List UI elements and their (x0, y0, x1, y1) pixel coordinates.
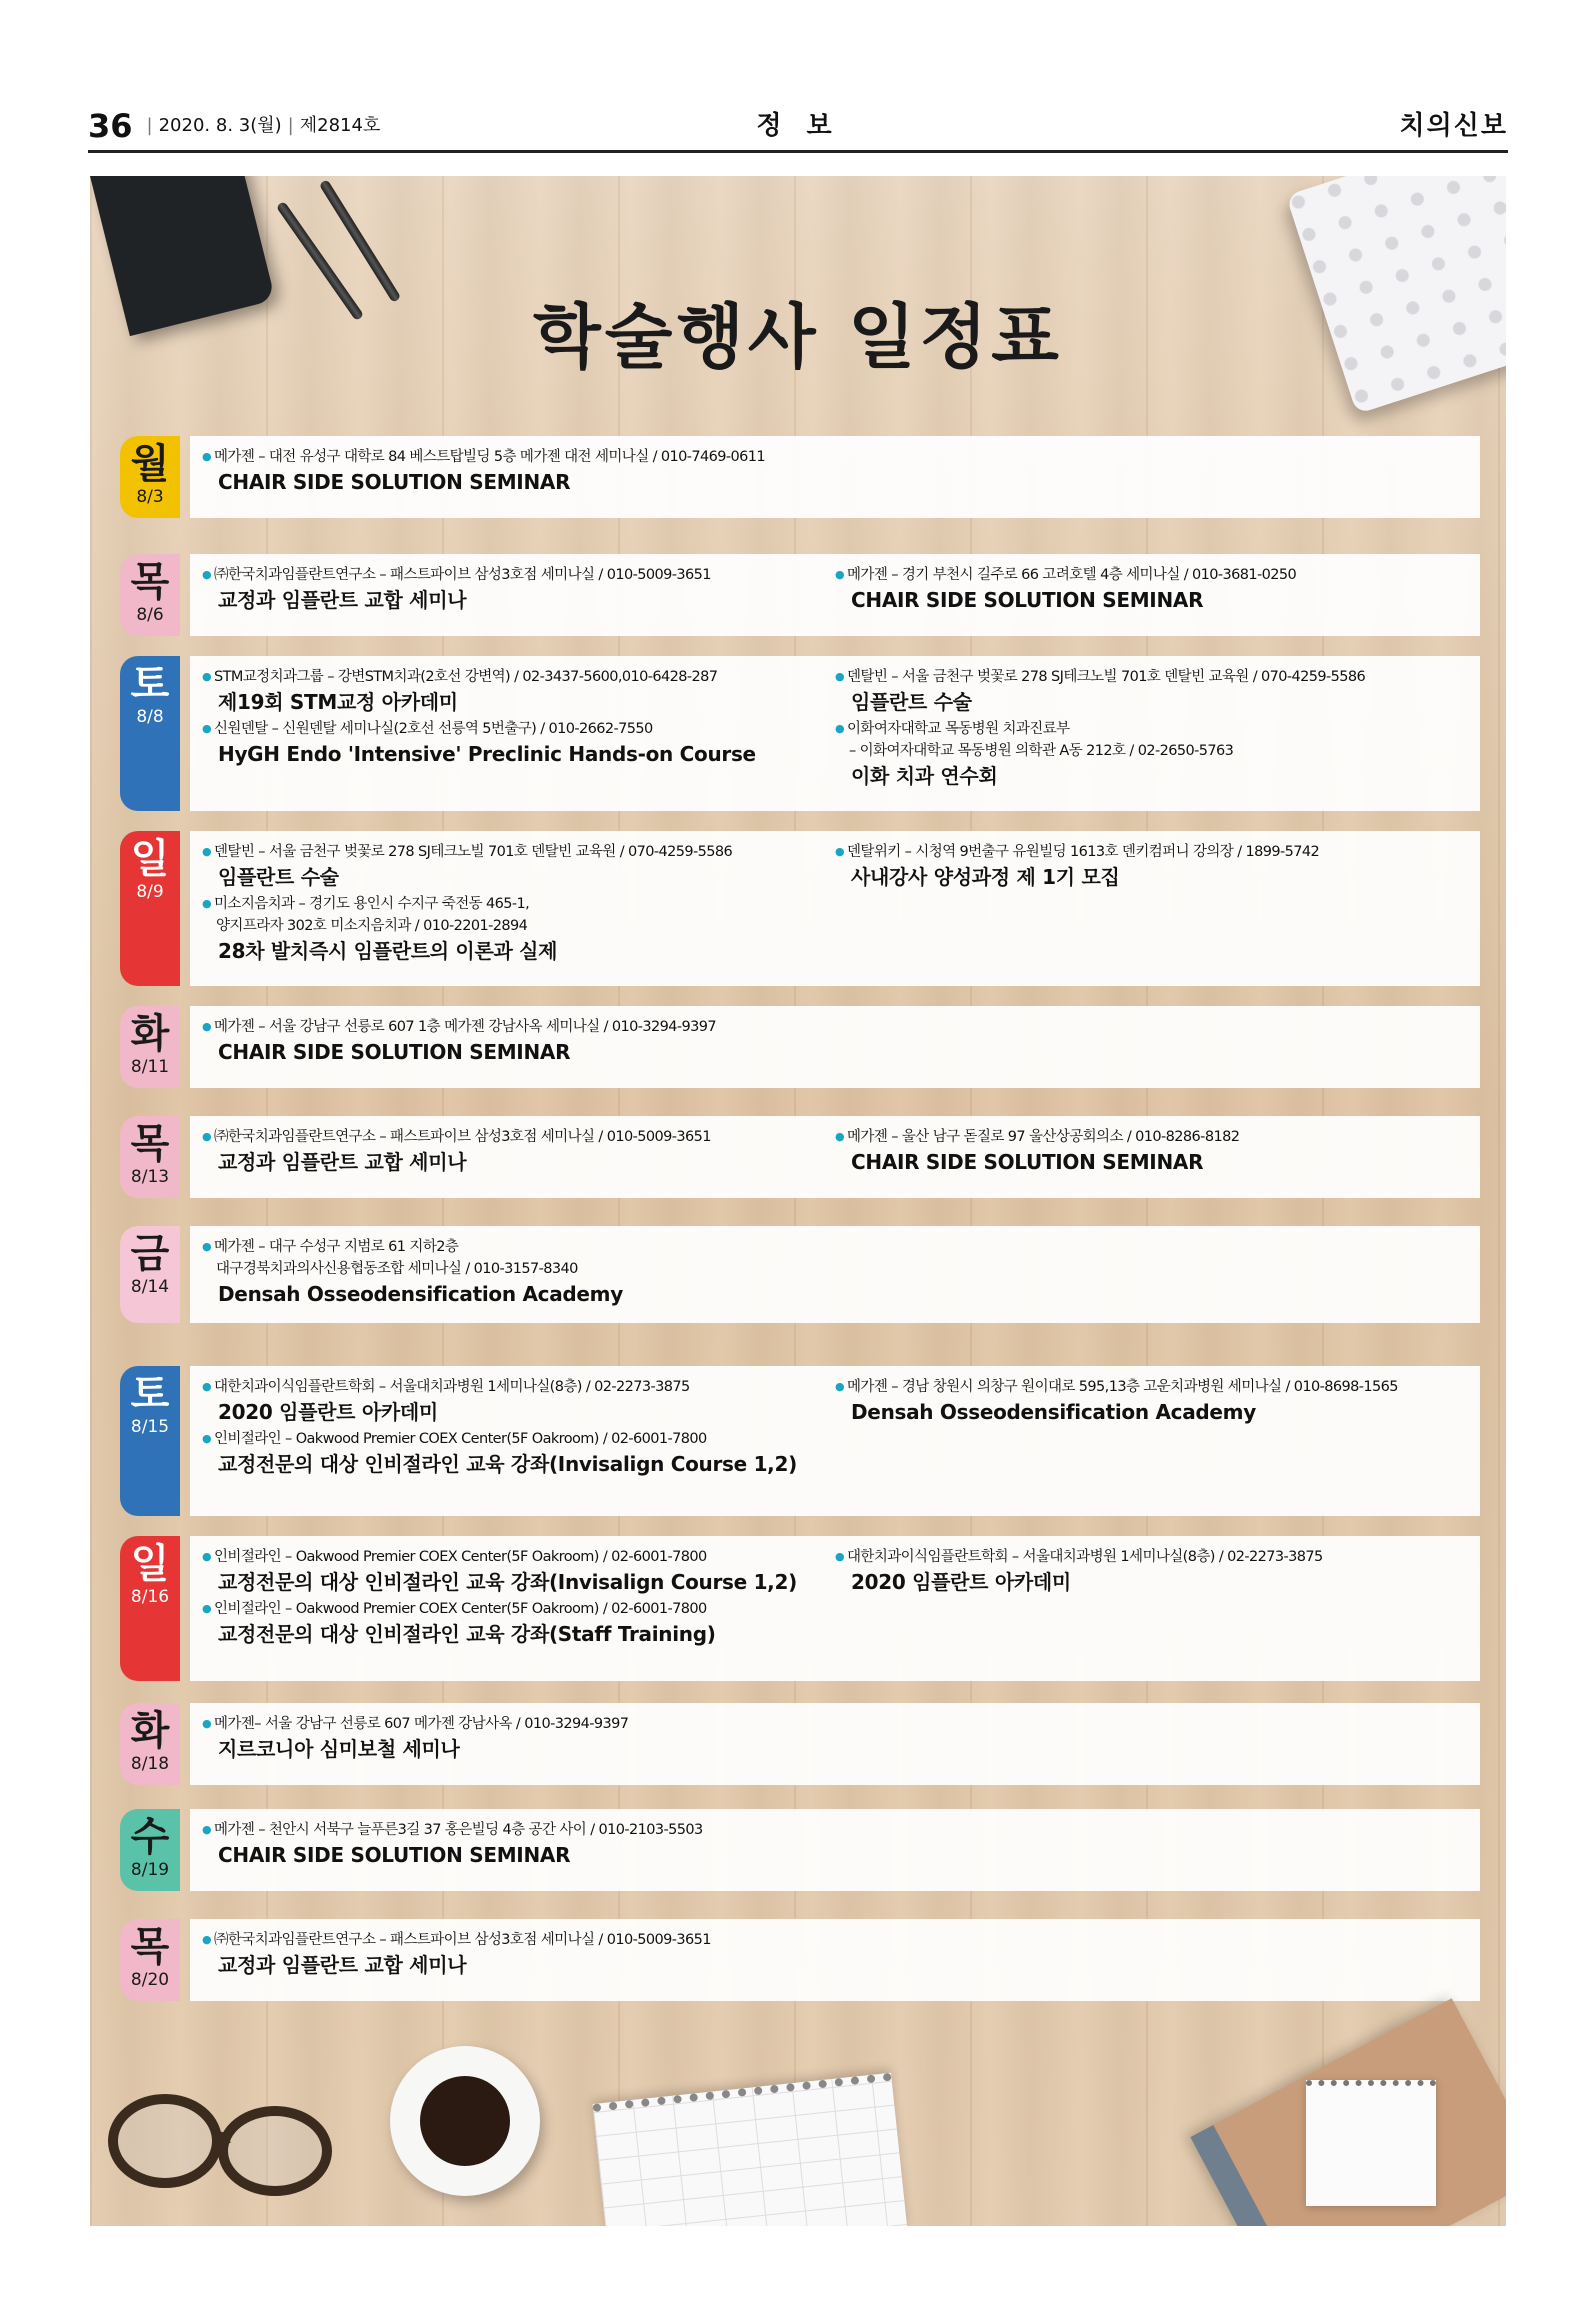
event-title: 지르코니아 심미보철 세미나 (218, 1737, 460, 1761)
day-of-week: 목 (130, 1924, 170, 1970)
event-info: ● 덴탈위키 – 시청역 9번출구 유원빌딩 1613호 덴키컴퍼니 강의장 / 1899-5742 (835, 841, 1455, 863)
day-badge (120, 1366, 180, 1516)
event-info-continued: 대구경북치과의사신용협동조합 세미나실 / 010-3157-8340 (216, 1261, 578, 1277)
event-column-right (835, 1126, 1455, 1178)
event-title: 사내강사 양성과정 제 1기 모집 (851, 865, 1120, 889)
event-info: ● 메가젠 – 울산 남구 돋질로 97 울산상공회의소 / 010-8286-8182 (835, 1126, 1455, 1148)
event-column-left (202, 1929, 822, 1981)
event-entry (835, 841, 1455, 891)
event-column-left (202, 1376, 822, 1480)
event-info: ● 메가젠 – 대전 유성구 대학로 84 베스트탑빌딩 5층 메가젠 대전 세미나실 / 010-7469-0611 (202, 446, 822, 468)
event-date: 8/20 (130, 1970, 170, 1990)
event-title: 교정전문의 대상 인비절라인 교육 강좌(Staff Training) (218, 1622, 716, 1646)
event-title: 28차 발치즉시 임플란트의 이론과 실제 (218, 939, 558, 963)
event-column-right (835, 564, 1455, 616)
day-of-week: 월 (130, 441, 170, 487)
day-of-week: 화 (130, 1011, 170, 1057)
event-date: 8/8 (136, 707, 164, 727)
day-of-week: 토 (130, 1371, 170, 1417)
event-info-continued: 양지프라자 302호 미소지음치과 / 010-2201-2894 (216, 918, 528, 934)
event-info: ● ㈜한국치과임플란트연구소 – 패스트파이브 삼성3호점 세미나실 / 010-5009-3651 (202, 1126, 822, 1148)
calendar-decoration (593, 2073, 908, 2226)
event-title: 교정과 임플란트 교합 세미나 (218, 588, 467, 612)
event-info: ● 미소지음치과 – 경기도 용인시 수지구 죽전동 465-1, (202, 893, 822, 915)
event-entry (835, 666, 1455, 716)
event-title: 교정전문의 대상 인비절라인 교육 강좌(Invisalign Course 1,2) (218, 1452, 797, 1476)
event-info: ● STM교정치과그룹 – 강변STM치과(2호선 강변역) / 02-3437-5600,010-6428-287 (202, 666, 822, 688)
event-info: ● 덴탈빈 – 서울 금천구 벚꽃로 278 SJ테크노빌 701호 덴탈빈 교육원 / 070-4259-5586 (835, 666, 1455, 688)
event-info: ● 메가젠 – 서울 강남구 선릉로 607 1층 메가젠 강남사옥 세미나실 / 010-3294-9397 (202, 1016, 822, 1038)
event-info: ● 메가젠 – 경기 부천시 길주로 66 고려호텔 4층 세미나실 / 010-3681-0250 (835, 564, 1455, 586)
event-entry (202, 718, 822, 768)
event-title: CHAIR SIDE SOLUTION SEMINAR (851, 588, 1204, 612)
event-entry (202, 893, 822, 965)
event-date: 8/6 (136, 605, 164, 625)
page-title: 학술행사 일정표 (533, 296, 1063, 378)
event-card (190, 1809, 1480, 1891)
event-title: 2020 임플란트 아카데미 (218, 1400, 438, 1424)
event-column-left (202, 1713, 822, 1765)
event-title: 교정전문의 대상 인비절라인 교육 강좌(Invisalign Course 1,2) (218, 1570, 797, 1594)
day-badge (120, 831, 180, 986)
event-entry (202, 1546, 822, 1596)
event-entry (835, 718, 1455, 790)
event-date: 8/13 (130, 1167, 170, 1187)
event-info: ● 메가젠 – 천안시 서북구 늘푸른3길 37 홍은빌딩 4층 공간 사이 / 010-2103-5503 (202, 1819, 822, 1841)
event-info: ● ㈜한국치과임플란트연구소 – 패스트파이브 삼성3호점 세미나실 / 010-5009-3651 (202, 564, 822, 586)
event-date: 8/18 (130, 1754, 170, 1774)
event-column-right (835, 1546, 1455, 1598)
event-title: 2020 임플란트 아카데미 (851, 1570, 1071, 1594)
event-column-left (202, 1016, 822, 1068)
event-info: ● ㈜한국치과임플란트연구소 – 패스트파이브 삼성3호점 세미나실 / 010-5009-3651 (202, 1929, 822, 1951)
event-title: HyGH Endo 'Intensive' Preclinic Hands-on Course (218, 742, 756, 766)
day-of-week: 수 (130, 1814, 170, 1860)
event-date: 8/9 (136, 882, 164, 902)
event-entry (202, 1236, 822, 1308)
event-info: ● 인비절라인 – Oakwood Premier COEX Center(5F Oakroom) / 02-6001-7800 (202, 1546, 822, 1568)
event-title: 임플란트 수술 (851, 690, 972, 714)
event-card (190, 1226, 1480, 1323)
event-info: ● 대한치과이식임플란트학회 – 서울대치과병원 1세미나실(8층) / 02-2273-3875 (202, 1376, 822, 1398)
header-left: 36 | 2020. 8. 3(월) | 제2814호 (88, 107, 381, 145)
day-of-week: 금 (130, 1231, 170, 1277)
day-of-week: 일 (130, 836, 170, 882)
event-entry (202, 1376, 822, 1426)
notepad-decoration (1306, 2080, 1436, 2206)
day-badge (120, 1536, 180, 1681)
event-card (190, 1366, 1480, 1516)
event-entry (202, 1016, 822, 1066)
schedule-panel (90, 176, 1506, 2226)
event-entry (835, 564, 1455, 614)
event-date: 8/3 (136, 487, 164, 507)
event-title: CHAIR SIDE SOLUTION SEMINAR (218, 470, 571, 494)
day-badge (120, 1116, 180, 1198)
event-title: CHAIR SIDE SOLUTION SEMINAR (218, 1040, 571, 1064)
event-info: ● 이화여자대학교 목동병원 치과진료부 (835, 718, 1455, 740)
coffee-cup-decoration (390, 2046, 540, 2196)
event-title: 이화 치과 연수회 (851, 764, 998, 788)
event-entry (202, 841, 822, 891)
event-title: 임플란트 수술 (218, 865, 339, 889)
event-date: 8/15 (130, 1417, 170, 1437)
event-entry (202, 1713, 822, 1763)
event-column-left (202, 841, 822, 967)
event-card (190, 831, 1480, 986)
event-title: CHAIR SIDE SOLUTION SEMINAR (218, 1843, 571, 1867)
event-info-continued: – 이화여자대학교 목동병원 의학관 A동 212호 / 02-2650-5763 (849, 743, 1234, 759)
event-date: 8/16 (130, 1587, 170, 1607)
event-column-right (835, 841, 1455, 893)
day-badge (120, 436, 180, 518)
issue-number: 제2814호 (299, 115, 381, 136)
page-header (88, 108, 1508, 144)
event-info: ● 메가젠 – 경남 창원시 의창구 원이대로 595,13층 고운치과병원 세미나실 / 010-8698-1565 (835, 1376, 1455, 1398)
day-of-week: 일 (130, 1541, 170, 1587)
day-of-week: 목 (130, 559, 170, 605)
event-card (190, 554, 1480, 636)
event-entry (202, 1929, 822, 1979)
event-entry (202, 1428, 822, 1478)
day-badge (120, 1226, 180, 1323)
event-card (190, 1116, 1480, 1198)
event-entry (835, 1376, 1455, 1426)
event-card (190, 656, 1480, 811)
day-badge (120, 1006, 180, 1088)
event-date: 8/19 (130, 1860, 170, 1880)
page-number: 36 (88, 107, 133, 145)
event-info: ● 덴탈빈 – 서울 금천구 벚꽃로 278 SJ테크노빌 701호 덴탈빈 교육원 / 070-4259-5586 (202, 841, 822, 863)
day-of-week: 목 (130, 1121, 170, 1167)
event-title: Densah Osseodensification Academy (851, 1400, 1256, 1424)
event-entry (202, 446, 822, 496)
event-column-left (202, 1126, 822, 1178)
event-column-left (202, 1236, 822, 1310)
event-title: Densah Osseodensification Academy (218, 1282, 623, 1306)
header-rule (88, 150, 1508, 153)
event-info: ● 신원덴탈 – 신원덴탈 세미나실(2호선 선릉역 5번출구) / 010-2662-7550 (202, 718, 822, 740)
event-info: ● 메가젠– 서울 강남구 선릉로 607 메가젠 강남사옥 / 010-3294-9397 (202, 1713, 822, 1735)
event-entry (202, 1819, 822, 1869)
event-info: ● 메가젠 – 대구 수성구 지범로 61 지하2층 (202, 1236, 822, 1258)
event-column-right (835, 1376, 1455, 1428)
issue-date: 2020. 8. 3(월) (158, 115, 282, 136)
day-of-week: 화 (130, 1708, 170, 1754)
day-of-week: 토 (130, 661, 170, 707)
event-column-left (202, 666, 822, 770)
glasses-decoration (100, 2076, 340, 2196)
event-entry (835, 1546, 1455, 1596)
event-info: ● 인비절라인 – Oakwood Premier COEX Center(5F Oakroom) / 02-6001-7800 (202, 1428, 822, 1450)
event-column-right (835, 666, 1455, 792)
event-info: ● 인비절라인 – Oakwood Premier COEX Center(5F Oakroom) / 02-6001-7800 (202, 1598, 822, 1620)
publication-name: 치의신보 (1399, 111, 1508, 141)
event-entry (202, 1126, 822, 1176)
event-title: 제19회 STM교정 아카데미 (218, 690, 458, 714)
event-title: 교정과 임플란트 교합 세미나 (218, 1953, 467, 1977)
event-column-left (202, 564, 822, 616)
section-name: 정 보 (756, 111, 840, 141)
event-entry (835, 1126, 1455, 1176)
day-badge (120, 1919, 180, 2001)
day-badge (120, 1809, 180, 1891)
day-badge (120, 554, 180, 636)
event-card (190, 1006, 1480, 1088)
event-card (190, 1536, 1480, 1681)
event-entry (202, 666, 822, 716)
event-column-left (202, 1819, 822, 1871)
event-title: 교정과 임플란트 교합 세미나 (218, 1150, 467, 1174)
event-card (190, 436, 1480, 518)
event-date: 8/11 (130, 1057, 170, 1077)
event-date: 8/14 (130, 1277, 170, 1297)
event-info: ● 대한치과이식임플란트학회 – 서울대치과병원 1세미나실(8층) / 02-2273-3875 (835, 1546, 1455, 1568)
event-column-left (202, 446, 822, 498)
event-card (190, 1703, 1480, 1785)
event-column-left (202, 1546, 822, 1650)
event-title: CHAIR SIDE SOLUTION SEMINAR (851, 1150, 1204, 1174)
event-entry (202, 564, 822, 614)
day-badge (120, 656, 180, 811)
day-badge (120, 1703, 180, 1785)
event-entry (202, 1598, 822, 1648)
event-card (190, 1919, 1480, 2001)
